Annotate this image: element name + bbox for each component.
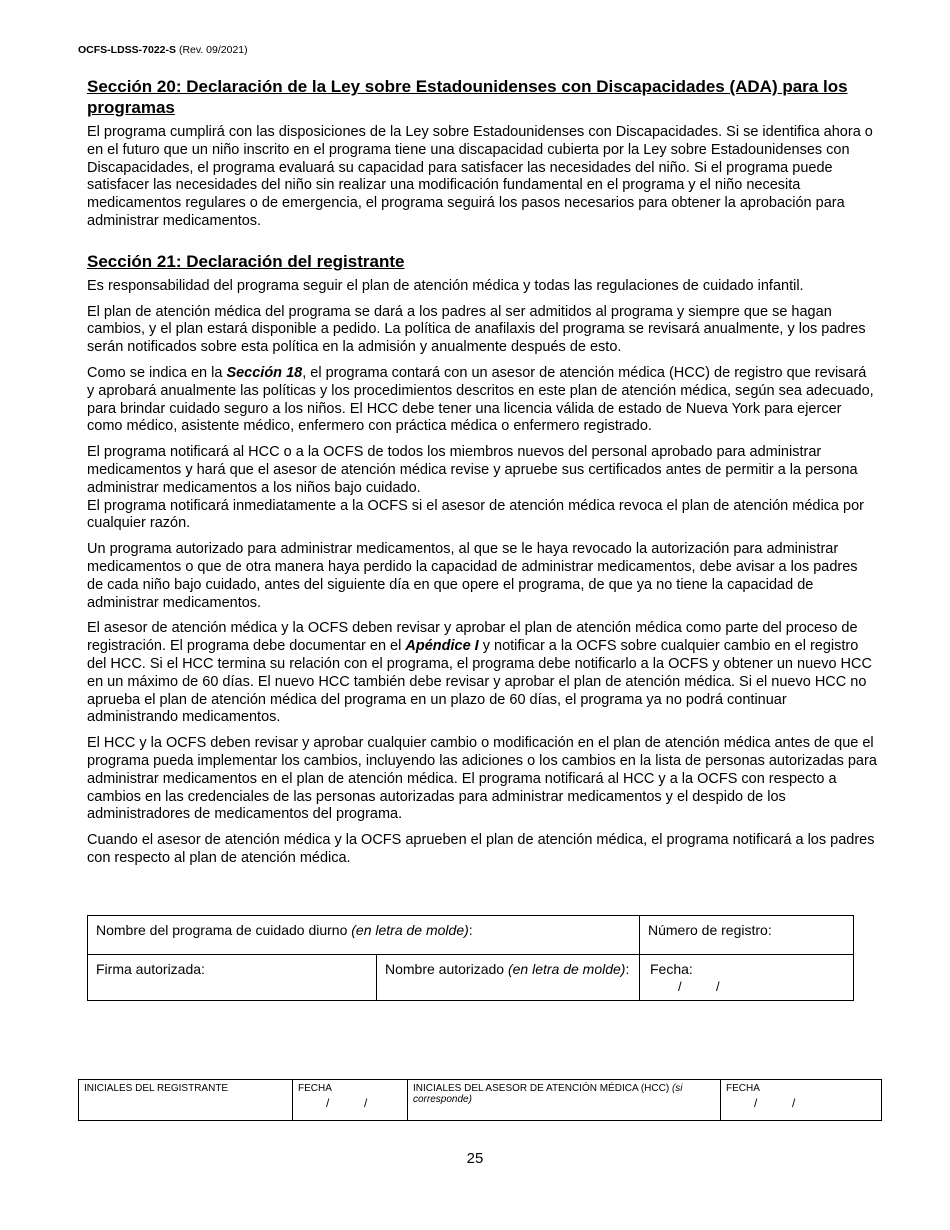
section-21-paragraph: Como se indica en la Sección 18, el programa contará con un asesor de atención médica (HCC) de registro que revisará y aprobará anualmente las políticas y los procedimientos descritos en este plan de atención médica, según sea adecuado, para brindar cuidado seguro a los niños. El HCC debe tener una licencia válida de estado de Nueva York para ejercer como médico, asistente médico, enfermero con práctica médica o enfermero registrado.: [87, 364, 874, 435]
page-content: [87, 76, 877, 876]
registration-number-field[interactable]: Número de registro:: [640, 916, 854, 955]
form-revision: (Rev. 09/2021): [178, 44, 248, 56]
section-21-paragraph: Es responsabilidad del programa seguir el plan de atención médica y todas las regulaciones de cuidado infantil.: [87, 277, 804, 294]
section-21-title: Sección 21: Declaración del registrante: [87, 251, 405, 271]
authorized-name-field[interactable]: Nombre autorizado (en letra de molde):: [377, 955, 640, 1001]
section-21-paragraph: El programa notificará al HCC o a la OCFS de todos los miembros nuevos del personal aprobado para administrar medicamentos y hará que el asesor de atención médica revise y apruebe sus certificados antes de permitir a la persona administrar medicamentos a los niños bajo cuidado.: [87, 444, 858, 496]
registration-signature-table: [87, 915, 854, 1001]
section-21-paragraph: El programa notificará inmediatamente a la OCFS si el asesor de atención médica revoca el plan de atención médica por cualquier razón.: [87, 497, 864, 532]
section-21-paragraph: El HCC y la OCFS deben revisar y aprobar cualquier cambio o modificación en el plan de atención médica antes de que el programa pueda implementar los cambios, incluyendo las adiciones o los cambios en la lista de personas autorizadas para administrar medicamentos en el plan de atención médica. El programa notificará al HCC y a la OCFS con respecto a cambios en las credenciales de las personas autorizadas para administrar medicamentos y el despido de los administradores de medicamentos del programa.: [87, 735, 877, 823]
initials-footer-table: [78, 1079, 882, 1121]
section-21-paragraph: El asesor de atención médica y la OCFS deben revisar y aprobar el plan de atención médica como parte del proceso de registración. El programa debe documentar en el Apéndice I y notificar a la OCFS sobre cualquier cambio en el registro del HCC. Si el HCC termina su relación con el programa, el programa debe notificarlo a la OCFS y obtener un nuevo HCC en un máximo de 60 días. El nuevo HCC también debe revisar y aprobar el plan de atención médica. Si el nuevo HCC no aprueba el plan de atención médica del programa en un plazo de 60 días, el programa ya no podrá continuar administrando medicamentos.: [87, 620, 872, 726]
registrant-initials-field[interactable]: INICIALES DEL REGISTRANTE: [79, 1080, 293, 1121]
signature-date-field[interactable]: Fecha: / /: [640, 955, 854, 1001]
program-name-field[interactable]: Nombre del programa de cuidado diurno (en letra de molde):: [88, 916, 640, 955]
appendix-i-reference: Apéndice I: [405, 638, 479, 655]
section-20-title: Sección 20: Declaración de la Ley sobre Estadounidenses con Discapacidades (ADA) para los programas: [87, 77, 848, 117]
authorized-signature-field[interactable]: Firma autorizada:: [88, 955, 377, 1001]
page-number: 25: [466, 1150, 484, 1167]
hcc-initials-field[interactable]: INICIALES DEL ASESOR DE ATENCIÓN MÉDICA (HCC) (si corresponde): [408, 1080, 721, 1121]
section-21-paragraph: Cuando el asesor de atención médica y la OCFS aprueben el plan de atención médica, el programa notificará a los padres con respecto al plan de atención médica.: [87, 832, 875, 866]
section-18-reference: Sección 18: [226, 364, 303, 381]
section-20-body: El programa cumplirá con las disposiciones de la Ley sobre Estadounidenses con Discapacidades. Si se identifica ahora o en el futuro que un niño inscrito en el programa tiene una discapacidad cubierta por la Ley sobre Estadounidenses con Discapacidades, el programa evaluará su capacidad para satisfacer las necesidades del niño. Si el programa puede satisfacer las necesidades del niño sin realizar una modificación fundamental en el programa y el niño necesita medicamentos regulares o de emergencia, el programa seguirá los pasos necesarios para obtener la aprobación para administrar medicamentos.: [87, 124, 873, 229]
form-identifier: [78, 44, 248, 56]
form-code: OCFS-LDSS-7022-S: [78, 44, 177, 56]
hcc-date-field[interactable]: FECHA / /: [721, 1080, 882, 1121]
section-21-paragraph: El plan de atención médica del programa se dará a los padres al ser admitidos al programa y siempre que se hagan cambios, y el plan estará disponible a pedido. La política de anafilaxis del programa se revisará anualmente, y los padres serán notificados sobre esta política en la admisión y anualmente después de esto.: [87, 303, 866, 356]
registrant-date-field[interactable]: FECHA / /: [293, 1080, 408, 1121]
section-21-paragraph: Un programa autorizado para administrar medicamentos, al que se le haya revocado la autorización para administrar medicamentos o que de otra manera haya perdido la capacidad de administrar medicamentos, debe avisar a los padres de cada niño bajo cuidado, antes del siguiente día en que opere el programa, de que ya no tiene la capacidad de administrar medicamentos.: [87, 541, 858, 611]
